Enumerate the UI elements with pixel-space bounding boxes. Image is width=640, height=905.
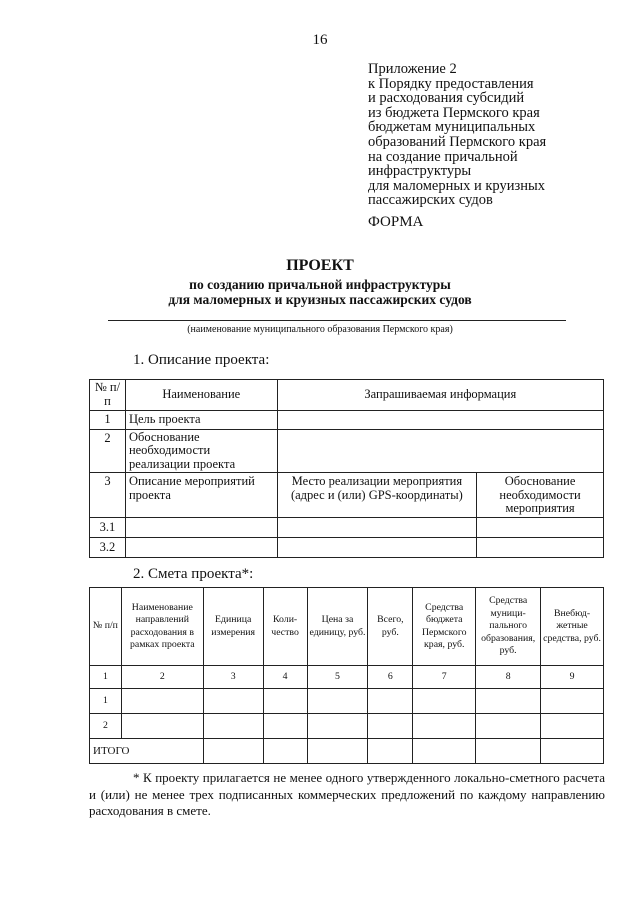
entry-cell[interactable] xyxy=(263,689,307,714)
entry-cell[interactable] xyxy=(121,714,203,739)
row-name: Цель проекта xyxy=(125,411,277,430)
project-title: ПРОЕКТ xyxy=(286,257,354,274)
header-cell: Всего, руб. xyxy=(368,588,413,666)
entry-cell[interactable] xyxy=(413,739,476,764)
row-name: Обоснование необходимости реализации проекта xyxy=(125,430,277,473)
row-info-cell[interactable] xyxy=(277,411,603,430)
header-cell: Единица измерения xyxy=(203,588,263,666)
entry-cell[interactable] xyxy=(203,739,263,764)
row-num: 3.2 xyxy=(90,538,126,558)
entry-cell[interactable] xyxy=(263,739,307,764)
footnote xyxy=(89,770,605,820)
appendix-line: для маломерных и круизных xyxy=(368,177,545,194)
row-num: 3 xyxy=(90,473,126,518)
header-cell: Наименование направлений расходования в рамках проекта xyxy=(121,588,203,666)
entry-cell[interactable] xyxy=(307,714,368,739)
column-number: 3 xyxy=(203,666,263,689)
appendix-line: Приложение 2 xyxy=(368,61,457,77)
appendix-line: бюджетам муниципальных xyxy=(368,119,536,136)
entry-cell[interactable] xyxy=(263,714,307,739)
row-info-justification: Обоснование необходимости мероприятия xyxy=(477,473,604,518)
entry-cell[interactable] xyxy=(476,714,541,739)
entry-cell[interactable] xyxy=(307,689,368,714)
row-info-location[interactable] xyxy=(277,538,476,558)
header-num: № п/п xyxy=(90,380,126,411)
appendix-line: инфраструктуры xyxy=(368,163,472,180)
project-subtitle xyxy=(0,278,640,307)
row-name: Описание мероприятий проекта xyxy=(125,473,277,518)
budget-estimate-table xyxy=(89,587,604,764)
entry-cell[interactable] xyxy=(203,714,263,739)
row-info-justification[interactable] xyxy=(477,538,604,558)
header-cell: Средства бюджета Пермского края, руб. xyxy=(413,588,476,666)
row-name[interactable] xyxy=(125,518,277,538)
entry-cell[interactable] xyxy=(368,714,413,739)
entry-cell[interactable] xyxy=(368,689,413,714)
appendix-line: пассажирских судов xyxy=(368,192,493,209)
row-num: 2 xyxy=(90,430,126,473)
appendix-block xyxy=(368,62,546,208)
row-num: 1 xyxy=(90,411,126,430)
header-cell: № п/п xyxy=(90,588,122,666)
entry-cell[interactable] xyxy=(413,714,476,739)
column-number: 4 xyxy=(263,666,307,689)
table-row xyxy=(90,518,604,538)
column-number: 5 xyxy=(307,666,368,689)
footnote-text: * К проекту прилагается не менее одного утвержденного локально-сметного расчета и (или) не менее трех подписанных коммерческих предложений по каждому направлению расходования в смете. xyxy=(89,770,605,818)
appendix-line: на создание причальной xyxy=(368,148,518,165)
total-label: ИТОГО xyxy=(90,739,204,764)
page-number: 16 xyxy=(312,32,328,48)
entry-cell[interactable] xyxy=(541,689,604,714)
table-row xyxy=(90,714,604,739)
table-header-row xyxy=(90,380,604,411)
entry-cell[interactable] xyxy=(307,739,368,764)
header-cell: Средства муници-пального образования, руб. xyxy=(476,588,541,666)
row-info-justification[interactable] xyxy=(477,518,604,538)
column-number: 8 xyxy=(476,666,541,689)
appendix-line: и расходования субсидий xyxy=(368,90,525,107)
column-number: 1 xyxy=(90,666,122,689)
table-row xyxy=(90,430,604,473)
project-subtitle-line: для маломерных и круизных пассажирских судов xyxy=(168,291,472,307)
section2-heading: 2. Смета проекта*: xyxy=(133,566,254,582)
row-num: 3.1 xyxy=(90,518,126,538)
entry-cell[interactable] xyxy=(541,739,604,764)
total-row xyxy=(90,739,604,764)
form-label: ФОРМА xyxy=(368,214,424,230)
entry-cell[interactable] xyxy=(121,689,203,714)
table-row xyxy=(90,689,604,714)
table-row xyxy=(90,473,604,518)
project-subtitle-line: по созданию причальной инфраструктуры xyxy=(189,277,451,292)
municipality-name-line xyxy=(108,320,566,321)
header-cell: Внебюд-жетные средства, руб. xyxy=(541,588,604,666)
column-number: 6 xyxy=(368,666,413,689)
column-number: 9 xyxy=(541,666,604,689)
table-row xyxy=(90,538,604,558)
municipality-caption: (наименование муниципального образования Пермского края) xyxy=(187,324,453,335)
entry-cell[interactable] xyxy=(476,689,541,714)
row-num: 2 xyxy=(90,714,122,739)
column-number: 7 xyxy=(413,666,476,689)
header-cell: Коли-чество xyxy=(263,588,307,666)
table-header-row xyxy=(90,588,604,666)
section1-heading: 1. Описание проекта: xyxy=(133,352,270,368)
appendix-line: к Порядку предоставления xyxy=(368,75,534,92)
row-num: 1 xyxy=(90,689,122,714)
table-row xyxy=(90,411,604,430)
header-info: Запрашиваемая информация xyxy=(277,380,603,411)
row-info-cell[interactable] xyxy=(277,430,603,473)
header-name: Наименование xyxy=(125,380,277,411)
row-info-location: Место реализации мероприятия (адрес и (или) GPS-координаты) xyxy=(277,473,476,518)
column-number: 2 xyxy=(121,666,203,689)
entry-cell[interactable] xyxy=(541,714,604,739)
column-number-row xyxy=(90,666,604,689)
appendix-line: из бюджета Пермского края xyxy=(368,104,540,121)
header-cell: Цена за единицу, руб. xyxy=(307,588,368,666)
entry-cell[interactable] xyxy=(368,739,413,764)
entry-cell[interactable] xyxy=(203,689,263,714)
appendix-line: образований Пермского края xyxy=(368,133,547,150)
entry-cell[interactable] xyxy=(413,689,476,714)
row-info-location[interactable] xyxy=(277,518,476,538)
entry-cell[interactable] xyxy=(476,739,541,764)
project-description-table xyxy=(89,379,604,558)
row-name[interactable] xyxy=(125,538,277,558)
